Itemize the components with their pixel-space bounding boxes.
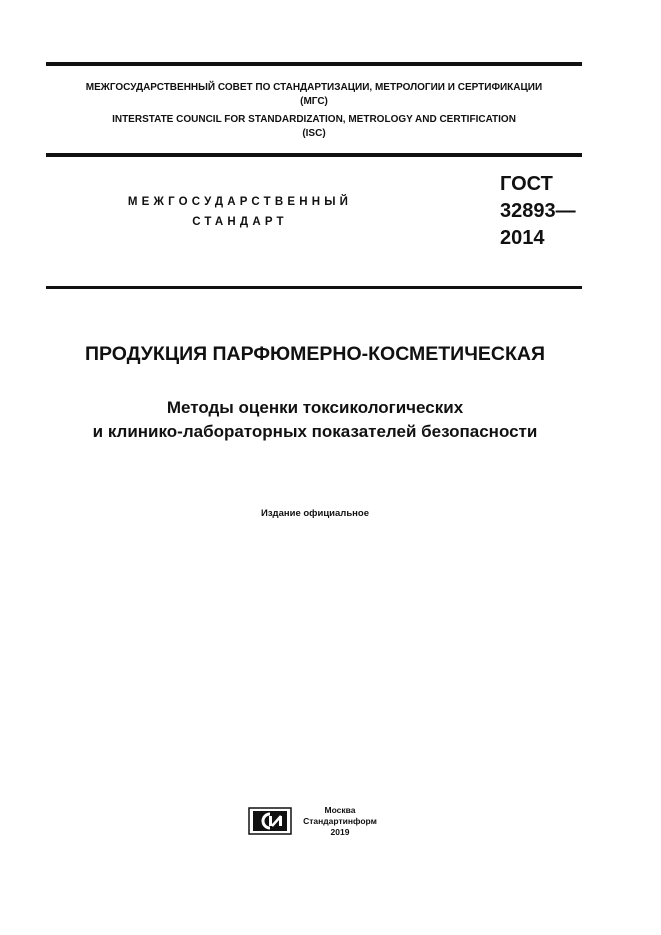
subtitle-line1: Методы оценки токсикологических — [166, 398, 464, 417]
bottom-divider — [46, 286, 582, 289]
council-abbr-en: (ISC) — [302, 128, 326, 139]
edition-note: Издание официальное — [261, 508, 369, 519]
subtitle-line2: и клинико-лабораторных показателей безопасности — [92, 422, 538, 441]
council-name-en — [46, 113, 582, 141]
middle-divider — [46, 153, 582, 157]
council-name-en-line1: INTERSTATE COUNCIL FOR STANDARDIZATION, METROLOGY AND CERTIFICATION — [112, 114, 516, 125]
top-divider — [46, 62, 582, 66]
standard-type-line1: МЕЖГОСУДАРСТВЕННЫЙ — [127, 196, 353, 208]
standard-designation — [500, 171, 576, 252]
publisher-name: Стандартинформ — [303, 816, 377, 826]
council-name-ru — [46, 81, 582, 109]
designation-year: 2014 — [500, 227, 545, 249]
council-name-ru-line1: МЕЖГОСУДАРСТВЕННЫЙ СОВЕТ ПО СТАНДАРТИЗАЦИИ, МЕТРОЛОГИИ И СЕРТИФИКАЦИИ — [85, 82, 543, 93]
publisher-year: 2019 — [330, 827, 350, 837]
designation-prefix: ГОСТ — [500, 173, 553, 195]
publisher-block — [296, 805, 384, 838]
council-abbr-ru: (МГС) — [300, 96, 328, 107]
document-subtitle — [30, 396, 600, 444]
document-title: ПРОДУКЦИЯ ПАРФЮМЕРНО-КОСМЕТИЧЕСКАЯ — [85, 343, 545, 365]
designation-number: 32893— — [500, 200, 576, 222]
standartinform-logo-icon — [248, 806, 292, 836]
standard-type-line2: СТАНДАРТ — [192, 216, 288, 228]
standard-type — [100, 192, 380, 232]
publisher-city: Москва — [324, 805, 356, 815]
